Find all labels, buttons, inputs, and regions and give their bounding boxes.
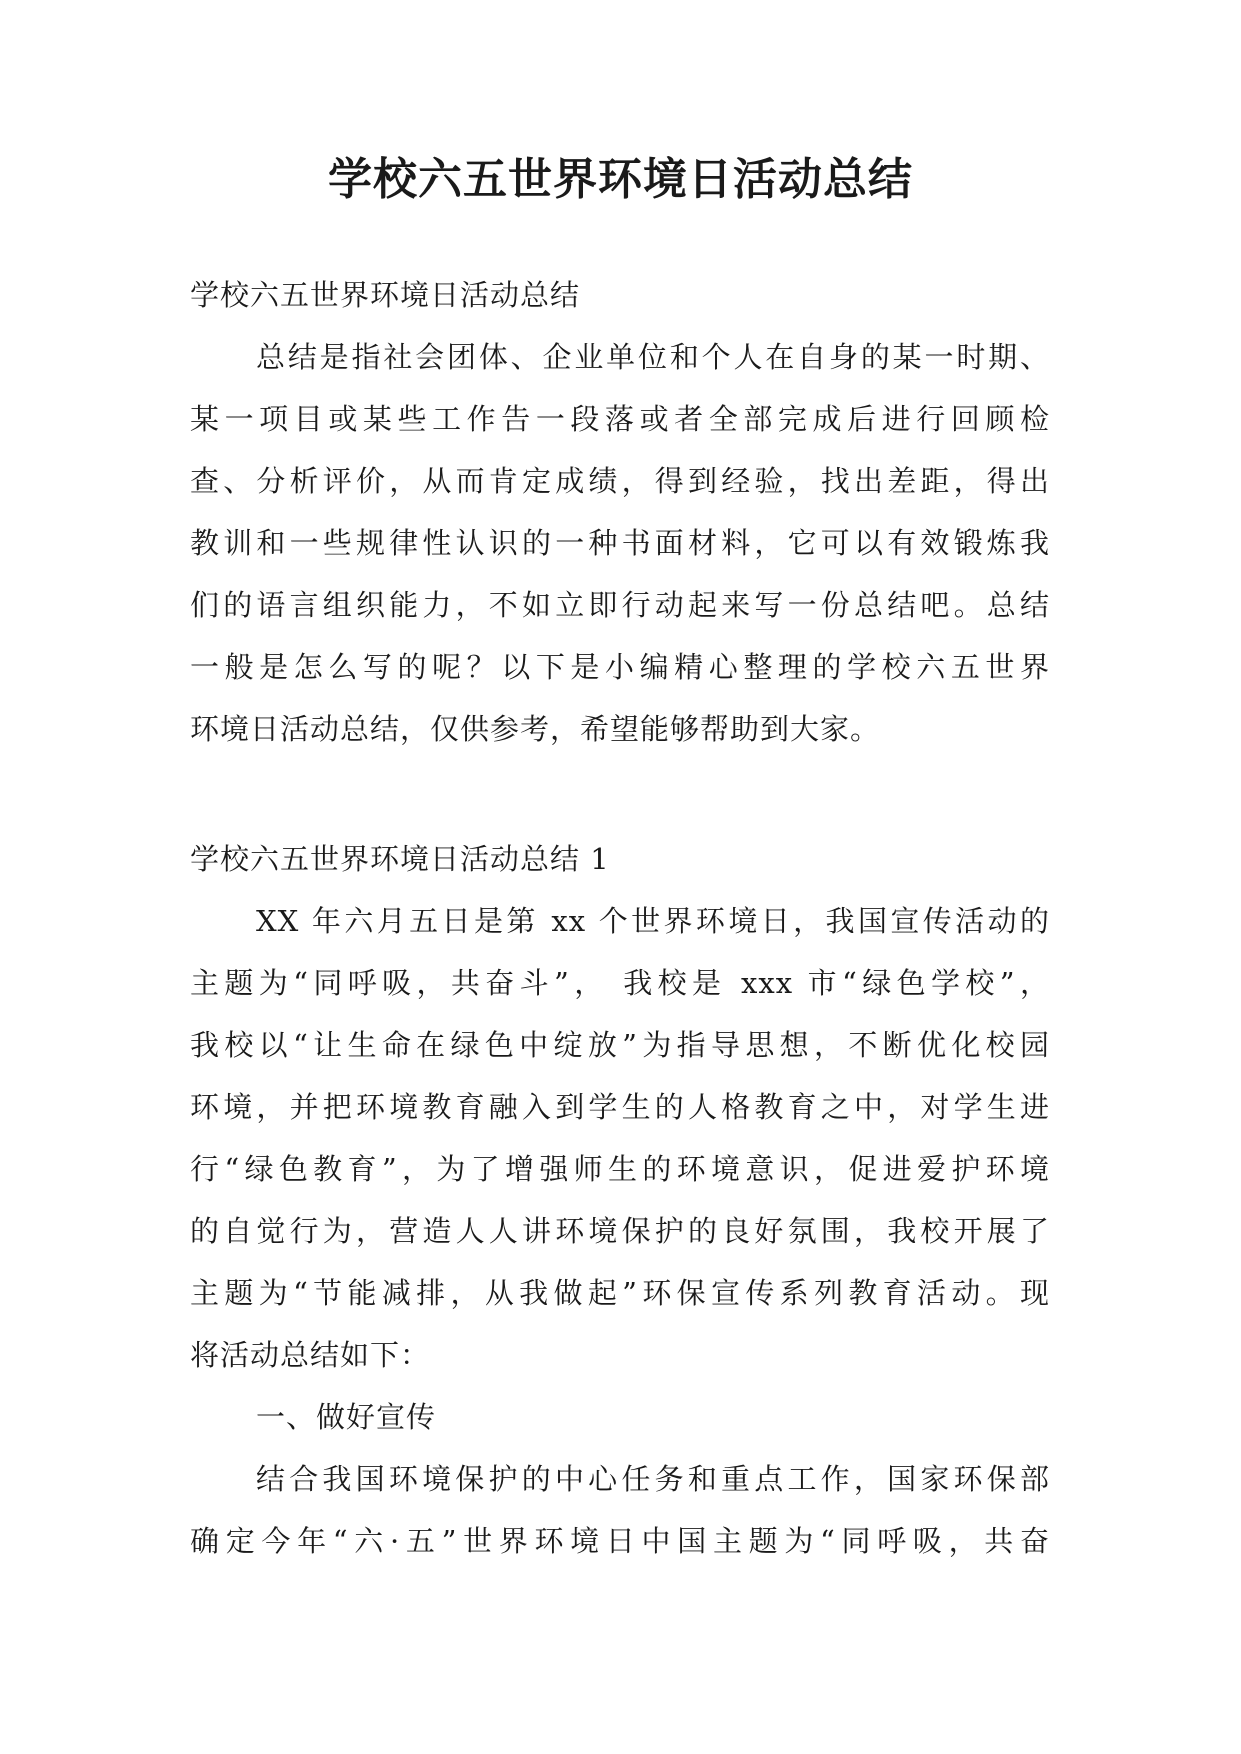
intro-section [190,264,1050,760]
intro-line: 某一项目或某些工作告一段落或者全部完成后进行回顾检 [190,402,1050,436]
section-1 [190,828,1050,1572]
intro-heading: 学校六五世界环境日活动总结 [190,278,581,312]
section-1-line: 主题为“同呼吸，共奋斗”， 我校是 xxx 市“绿色学校”， [190,966,1050,1000]
section-1-line: 环境，并把环境教育融入到学生的人格教育之中，对学生进 [190,1090,1050,1124]
section-1-line: 我校以“让生命在绿色中绽放”为指导思想，不断优化校园 [190,1028,1050,1062]
intro-line: 总结是指社会团体、企业单位和个人在自身的某一时期、 [256,340,1050,374]
section-1-line: 将活动总结如下： [190,1338,431,1372]
intro-line: 查、分析评价，从而肯定成绩，得到经验，找出差距，得出 [190,464,1050,498]
intro-line: 环境日活动总结，仅供参考，希望能够帮助到大家。 [190,712,881,746]
intro-line: 教训和一些规律性认识的一种书面材料，它可以有效锻炼我 [190,526,1050,560]
section-1-line: 的自觉行为，营造人人讲环境保护的良好氛围，我校开展了 [190,1214,1050,1248]
document-title: 学校六五世界环境日活动总结 [328,154,913,205]
subsection-line: 确定今年“六·五”世界环境日中国主题为“同呼吸，共奋 [190,1524,1050,1558]
subsection-heading: 一、做好宣传 [256,1400,437,1434]
section-1-line: XX 年六月五日是第 xx 个世界环境日，我国宣传活动的 [256,904,1050,938]
intro-line: 一般是怎么写的呢？以下是小编精心整理的学校六五世界 [190,650,1050,684]
section-1-heading: 学校六五世界环境日活动总结 1 [190,842,610,876]
section-1-line: 主题为“节能减排，从我做起”环保宣传系列教育活动。现 [190,1276,1050,1310]
intro-line: 们的语言组织能力，不如立即行动起来写一份总结吧。总结 [190,588,1050,622]
section-1-line: 行“绿色教育”，为了增强师生的环境意识，促进爱护环境 [190,1152,1050,1186]
subsection-line: 结合我国环境保护的中心任务和重点工作，国家环保部 [256,1462,1050,1496]
